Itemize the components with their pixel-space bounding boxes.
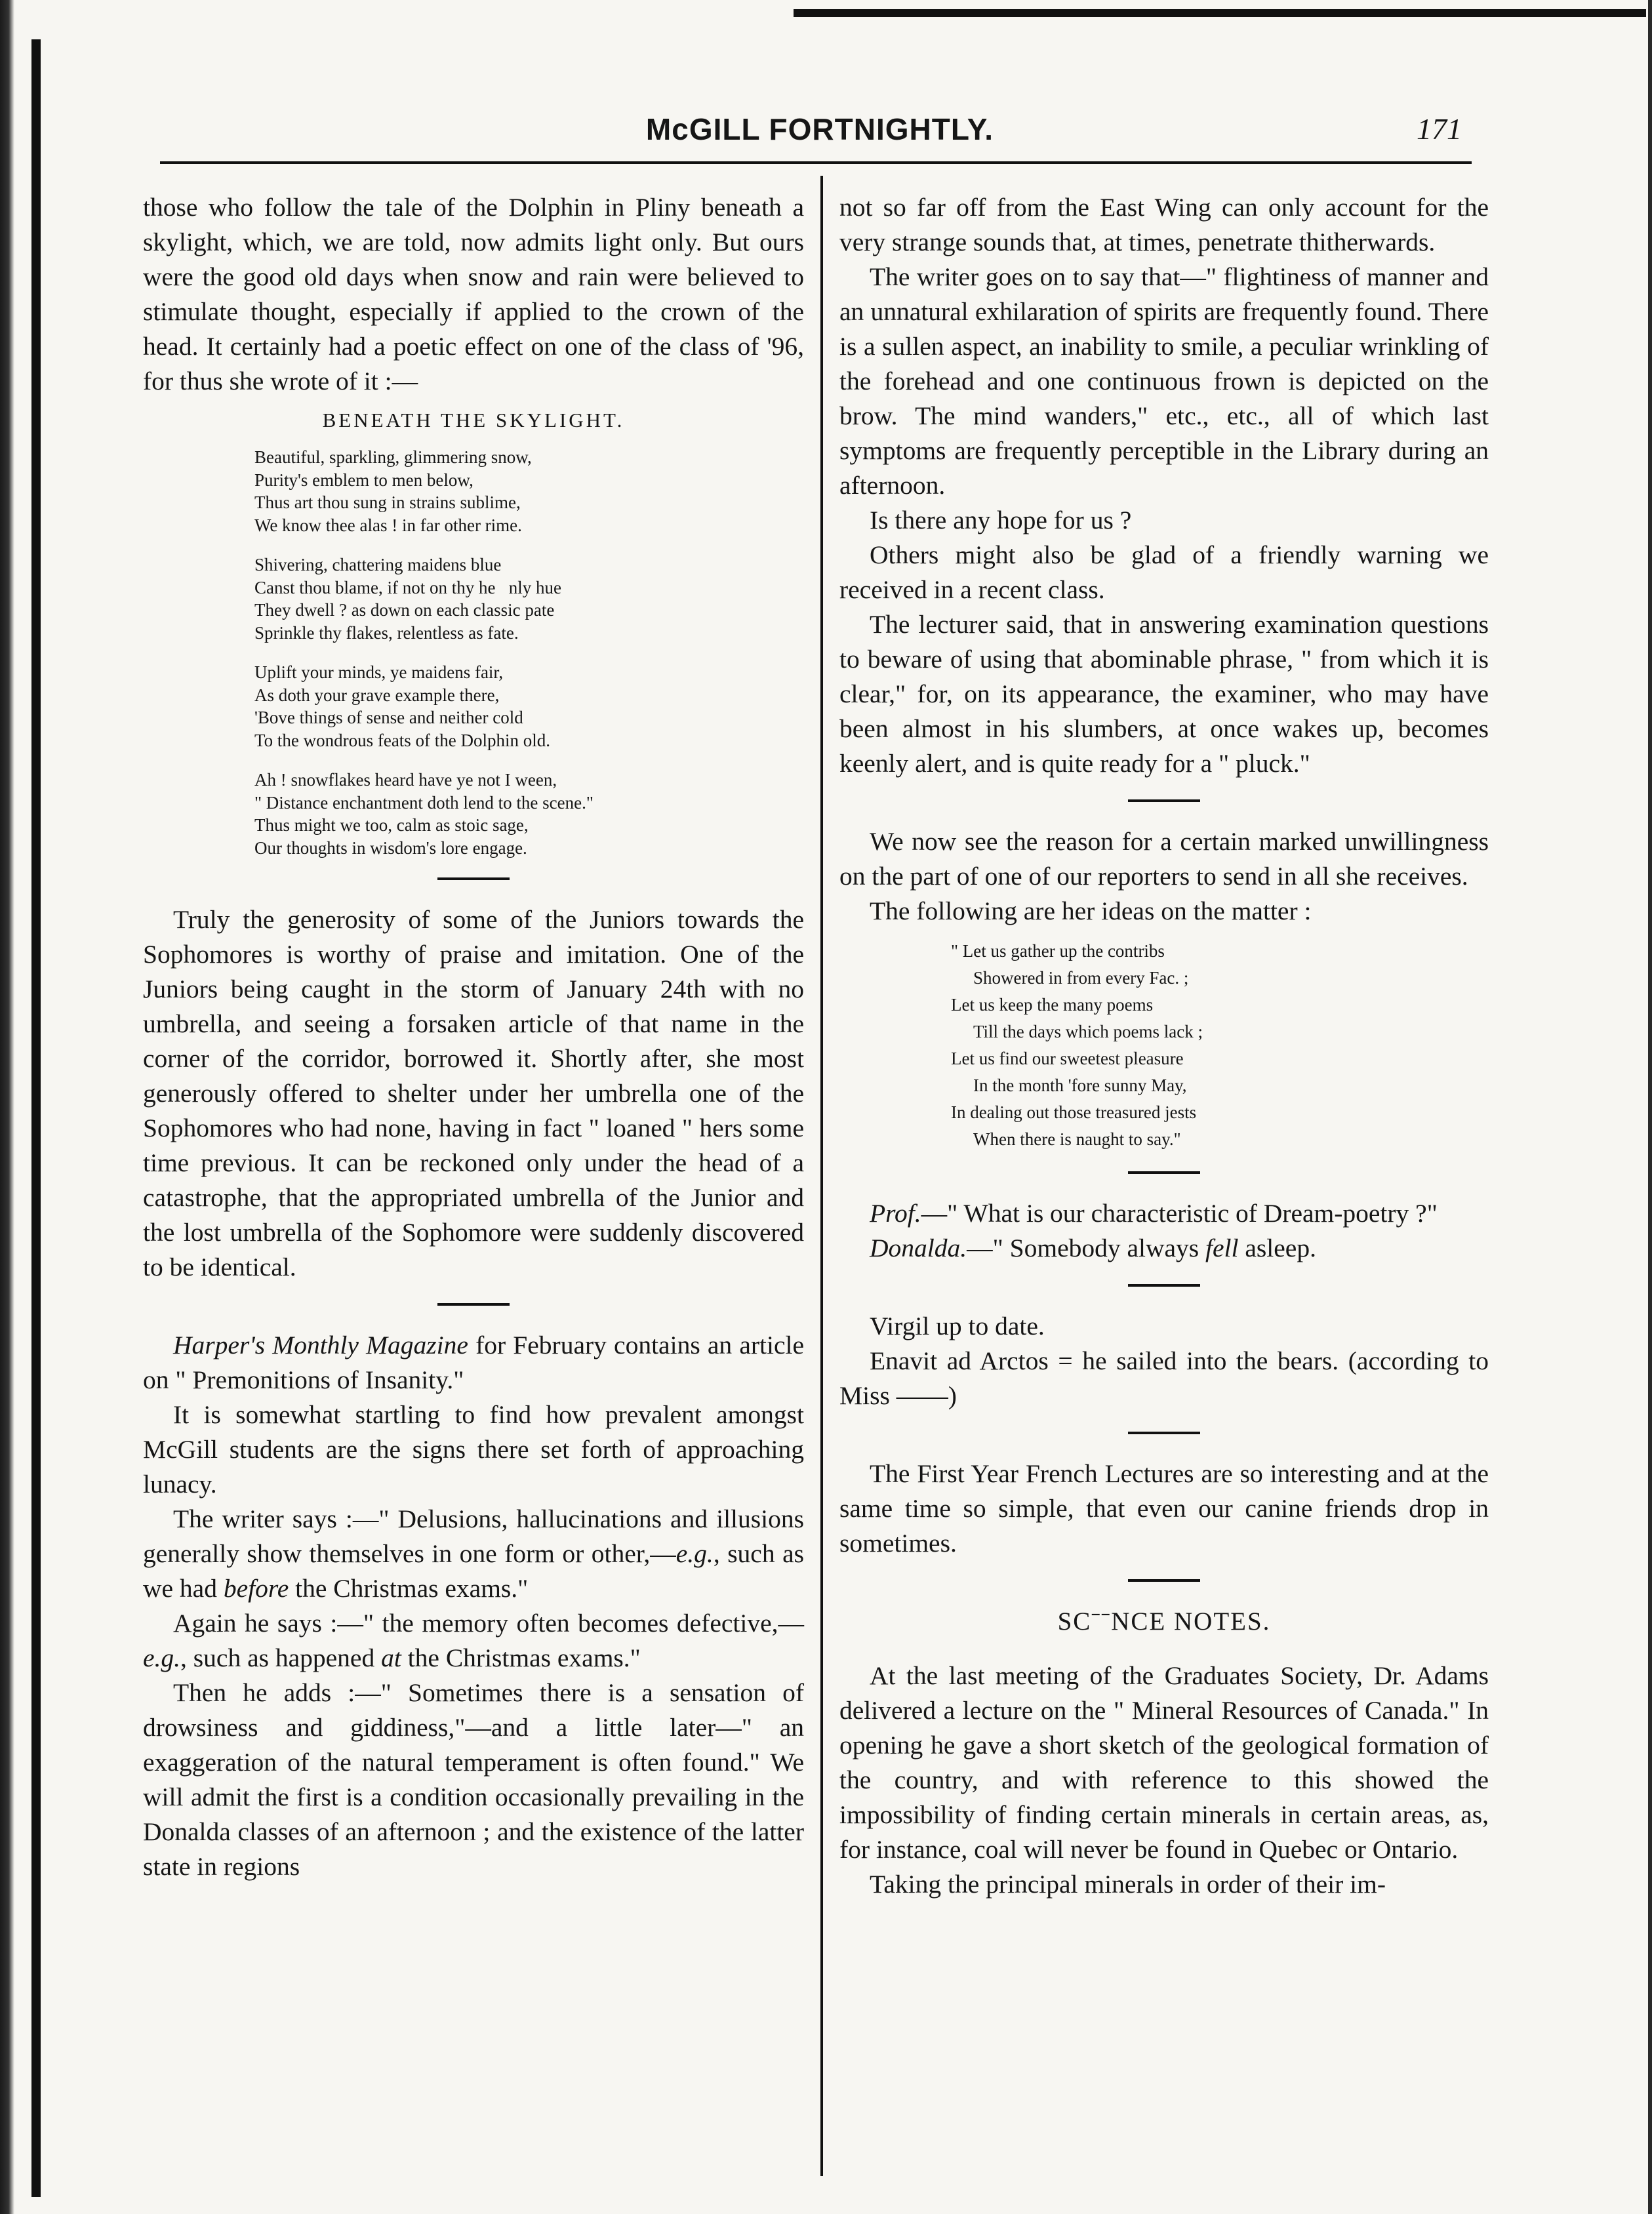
section-rule	[437, 1303, 510, 1306]
top-rule	[794, 9, 1646, 17]
continued-paragraph: not so far off from the East Wing can only account for the very strange sounds that, at times, penetrate thitherwards.	[839, 193, 1489, 256]
italic-run: e.g.	[143, 1643, 181, 1672]
poem-line: Uplift your minds, ye maidens fair,	[254, 662, 504, 682]
poem-line: Thus art thou sung in strains sublime,	[254, 493, 521, 512]
writer-says-paragraph	[143, 1502, 804, 1606]
virgil-paragraph: Virgil up to date.	[870, 1312, 1045, 1340]
poem-line: In dealing out those treasured jests	[951, 1102, 1197, 1122]
poem-line: Thus might we too, calm as stoic sage,	[254, 815, 529, 835]
poem-stanza	[254, 769, 804, 859]
page-number: 171	[1417, 112, 1462, 146]
column-divider	[820, 176, 823, 2176]
poem-line: 'Bove things of sense and neither cold	[254, 708, 523, 727]
magazine-title: Harper's Monthly Magazine	[173, 1331, 468, 1359]
text-run: the Christmas exams."	[289, 1574, 529, 1603]
hope-paragraph: Is there any hope for us ?	[870, 506, 1132, 534]
poem-line: We know thee alas ! in far other rime.	[254, 515, 522, 535]
poem-line: Beautiful, sparkling, glimmering snow,	[254, 447, 532, 467]
poem-line: " Distance enchantment doth lend to the scene."	[254, 792, 594, 813]
text-run: asleep.	[1238, 1234, 1316, 1262]
poem-stanza	[254, 446, 804, 536]
right-column	[839, 190, 1489, 1902]
italic-run: e.g.	[675, 1539, 714, 1568]
poem-line: " Let us gather up the contribs	[951, 941, 1165, 961]
speaker-name: Prof.	[870, 1199, 921, 1228]
donalda-paragraph	[839, 1231, 1489, 1266]
french-paragraph: The First Year French Lectures are so interesting and at the same time so simple, that even our canine friends drop in sometimes.	[839, 1459, 1489, 1558]
poem-line: To the wondrous feats of the Dolphin old.	[254, 730, 551, 750]
poem-line: Sprinkle thy flakes, relentless as fate.	[254, 622, 519, 643]
poem-title: BENEATH THE SKYLIGHT.	[322, 409, 625, 432]
lecturer-paragraph: The lecturer said, that in answering examination questions to beware of using that abominable phrase, " from which it is clear," for, on its appearance, the examiner, who may have been almost in his slumbers, at once wakes up, becomes keenly alert, and is quite ready for a " pluck."	[839, 610, 1489, 778]
juniors-paragraph: Truly the generosity of some of the Juniors towards the Sophomores is worthy of praise and imitation. One of the Juniors being caught in the storm of January 24th with no umbrella, and seeing a forsaken article of that name in the corner of the corridor, borrowed it. Shortly after, she most generously offered to shelter under her umbrella one of the Sophomores who had none, having in fact " loaned " hers some time previous. It can be reckoned only under the head of a catastrophe, that the appropriated umbrella of the Junior and the lost umbrella of the Sophomore were suddenly discovered to be identical.	[143, 905, 804, 1281]
again-paragraph	[143, 1606, 804, 1676]
science-notes-heading: SCˉˉNCE NOTES.	[1057, 1607, 1271, 1636]
harpers-text: for February contains an article on " Premonitions of Insanity."	[143, 1331, 804, 1394]
poem-line: Let us find our sweetest pleasure	[951, 1049, 1184, 1068]
contribs-poem	[951, 938, 1489, 1153]
text-run: —" What is our characteristic of Dream-poetry ?"	[921, 1199, 1438, 1228]
text-run: Again he says :—" the memory often becomes defective,—	[173, 1609, 804, 1638]
scan-shadow-left	[0, 0, 14, 2214]
text-run: The writer says :—" Delusions, hallucinations and illusions generally show themselves in one form or other,—	[143, 1504, 804, 1568]
poem-line: Showered in from every Fac. ;	[973, 968, 1189, 988]
scan-binding-edge	[31, 39, 41, 2197]
poem-stanza	[254, 554, 804, 644]
poem-line: Purity's emblem to men below,	[254, 470, 473, 490]
section-rule	[1128, 1432, 1200, 1434]
text-run: , such as we had	[143, 1539, 804, 1603]
poem-line: Our thoughts in wisdom's lore engage.	[254, 837, 527, 858]
startling-paragraph: It is somewhat startling to find how prevalent amongst McGill students are the signs there set forth of approaching lunacy.	[143, 1400, 804, 1499]
text-run: —" Somebody always	[967, 1234, 1206, 1262]
italic-run: at	[381, 1643, 401, 1672]
prof-paragraph	[839, 1196, 1489, 1231]
harpers-paragraph	[143, 1328, 804, 1398]
section-rule	[1128, 1579, 1200, 1582]
left-column	[143, 190, 804, 1884]
poem-stanza	[254, 661, 804, 752]
section-rule	[1128, 1284, 1200, 1287]
then-paragraph: Then he adds :—" Sometimes there is a sensation of drowsiness and giddiness,"—and a little later—" an exaggeration of the natural temperament is often found." We will admit the first is a condition occasionally prevailing in the Donalda classes of an afternoon ; and the existence of the latter state in regions	[143, 1678, 804, 1881]
italic-run: before	[223, 1574, 289, 1603]
poem-line: Shivering, chattering maidens blue	[254, 555, 502, 574]
graduates-paragraph: At the last meeting of the Graduates Society, Dr. Adams delivered a lecture on the " Mineral Resources of Canada." In opening he gave a short sketch of the geological formation of the country, and with reference to this showed the impossibility of finding certain minerals in certain areas, as, for instance, coal will never be found in Quebec or Ontario.	[839, 1661, 1489, 1864]
others-paragraph: Others might also be glad of a friendly warning we received in a recent class.	[839, 540, 1489, 604]
writer-on-paragraph: The writer goes on to say that—" flightiness of manner and an unnatural exhilaration of spirits are frequently found. There is a sullen aspect, an inability to smile, a peculiar wrinkling of the forehead and one continuous frown is depicted on the brow. The mind wanders," etc., etc., all of which last symptoms are frequently perceptible in the Library during an afternoon.	[839, 262, 1489, 500]
enavit-paragraph: Enavit ad Arctos = he sailed into the bears. (according to Miss ——)	[839, 1346, 1489, 1410]
ideas-paragraph: The following are her ideas on the matter :	[870, 896, 1312, 925]
taking-paragraph: Taking the principal minerals in order of their im-	[870, 1870, 1386, 1899]
poem-line: Till the days which poems lack ;	[973, 1022, 1203, 1041]
intro-paragraph: those who follow the tale of the Dolphin in Pliny beneath a skylight, which, we are told, now admits light only. But ours were the good old days when snow and rain were believed to stimulate thought, especially if applied to the crown of the head. It certainly had a poetic effect on one of the class of '96, for thus she wrote of it :—	[143, 193, 804, 395]
poem-line: They dwell ? as down on each classic pate	[254, 600, 555, 620]
section-rule	[437, 877, 510, 880]
scan-shadow-right	[1648, 0, 1652, 2214]
poem-line: Canst thou blame, if not on thy he nly hue	[254, 577, 561, 597]
poem-line: Let us keep the many poems	[951, 995, 1154, 1015]
italic-run: fell	[1205, 1234, 1239, 1262]
text-run: , such as happened	[180, 1643, 382, 1672]
section-rule	[1128, 1171, 1200, 1174]
poem-line: In the month 'fore sunny May,	[973, 1076, 1187, 1095]
poem-line: When there is naught to say."	[973, 1129, 1181, 1149]
running-header-title: McGILL FORTNIGHTLY.	[645, 112, 994, 146]
poem-line: As doth your grave example there,	[254, 685, 500, 705]
speaker-name: Donalda.	[870, 1234, 967, 1262]
reporters-paragraph: We now see the reason for a certain marked unwillingness on the part of one of our reporters to send in all she receives.	[839, 827, 1489, 891]
header-rule	[160, 161, 1472, 164]
poem-line: Ah ! snowflakes heard have ye not I ween,	[254, 770, 557, 790]
section-rule	[1128, 799, 1200, 802]
text-run: the Christmas exams."	[401, 1643, 641, 1672]
